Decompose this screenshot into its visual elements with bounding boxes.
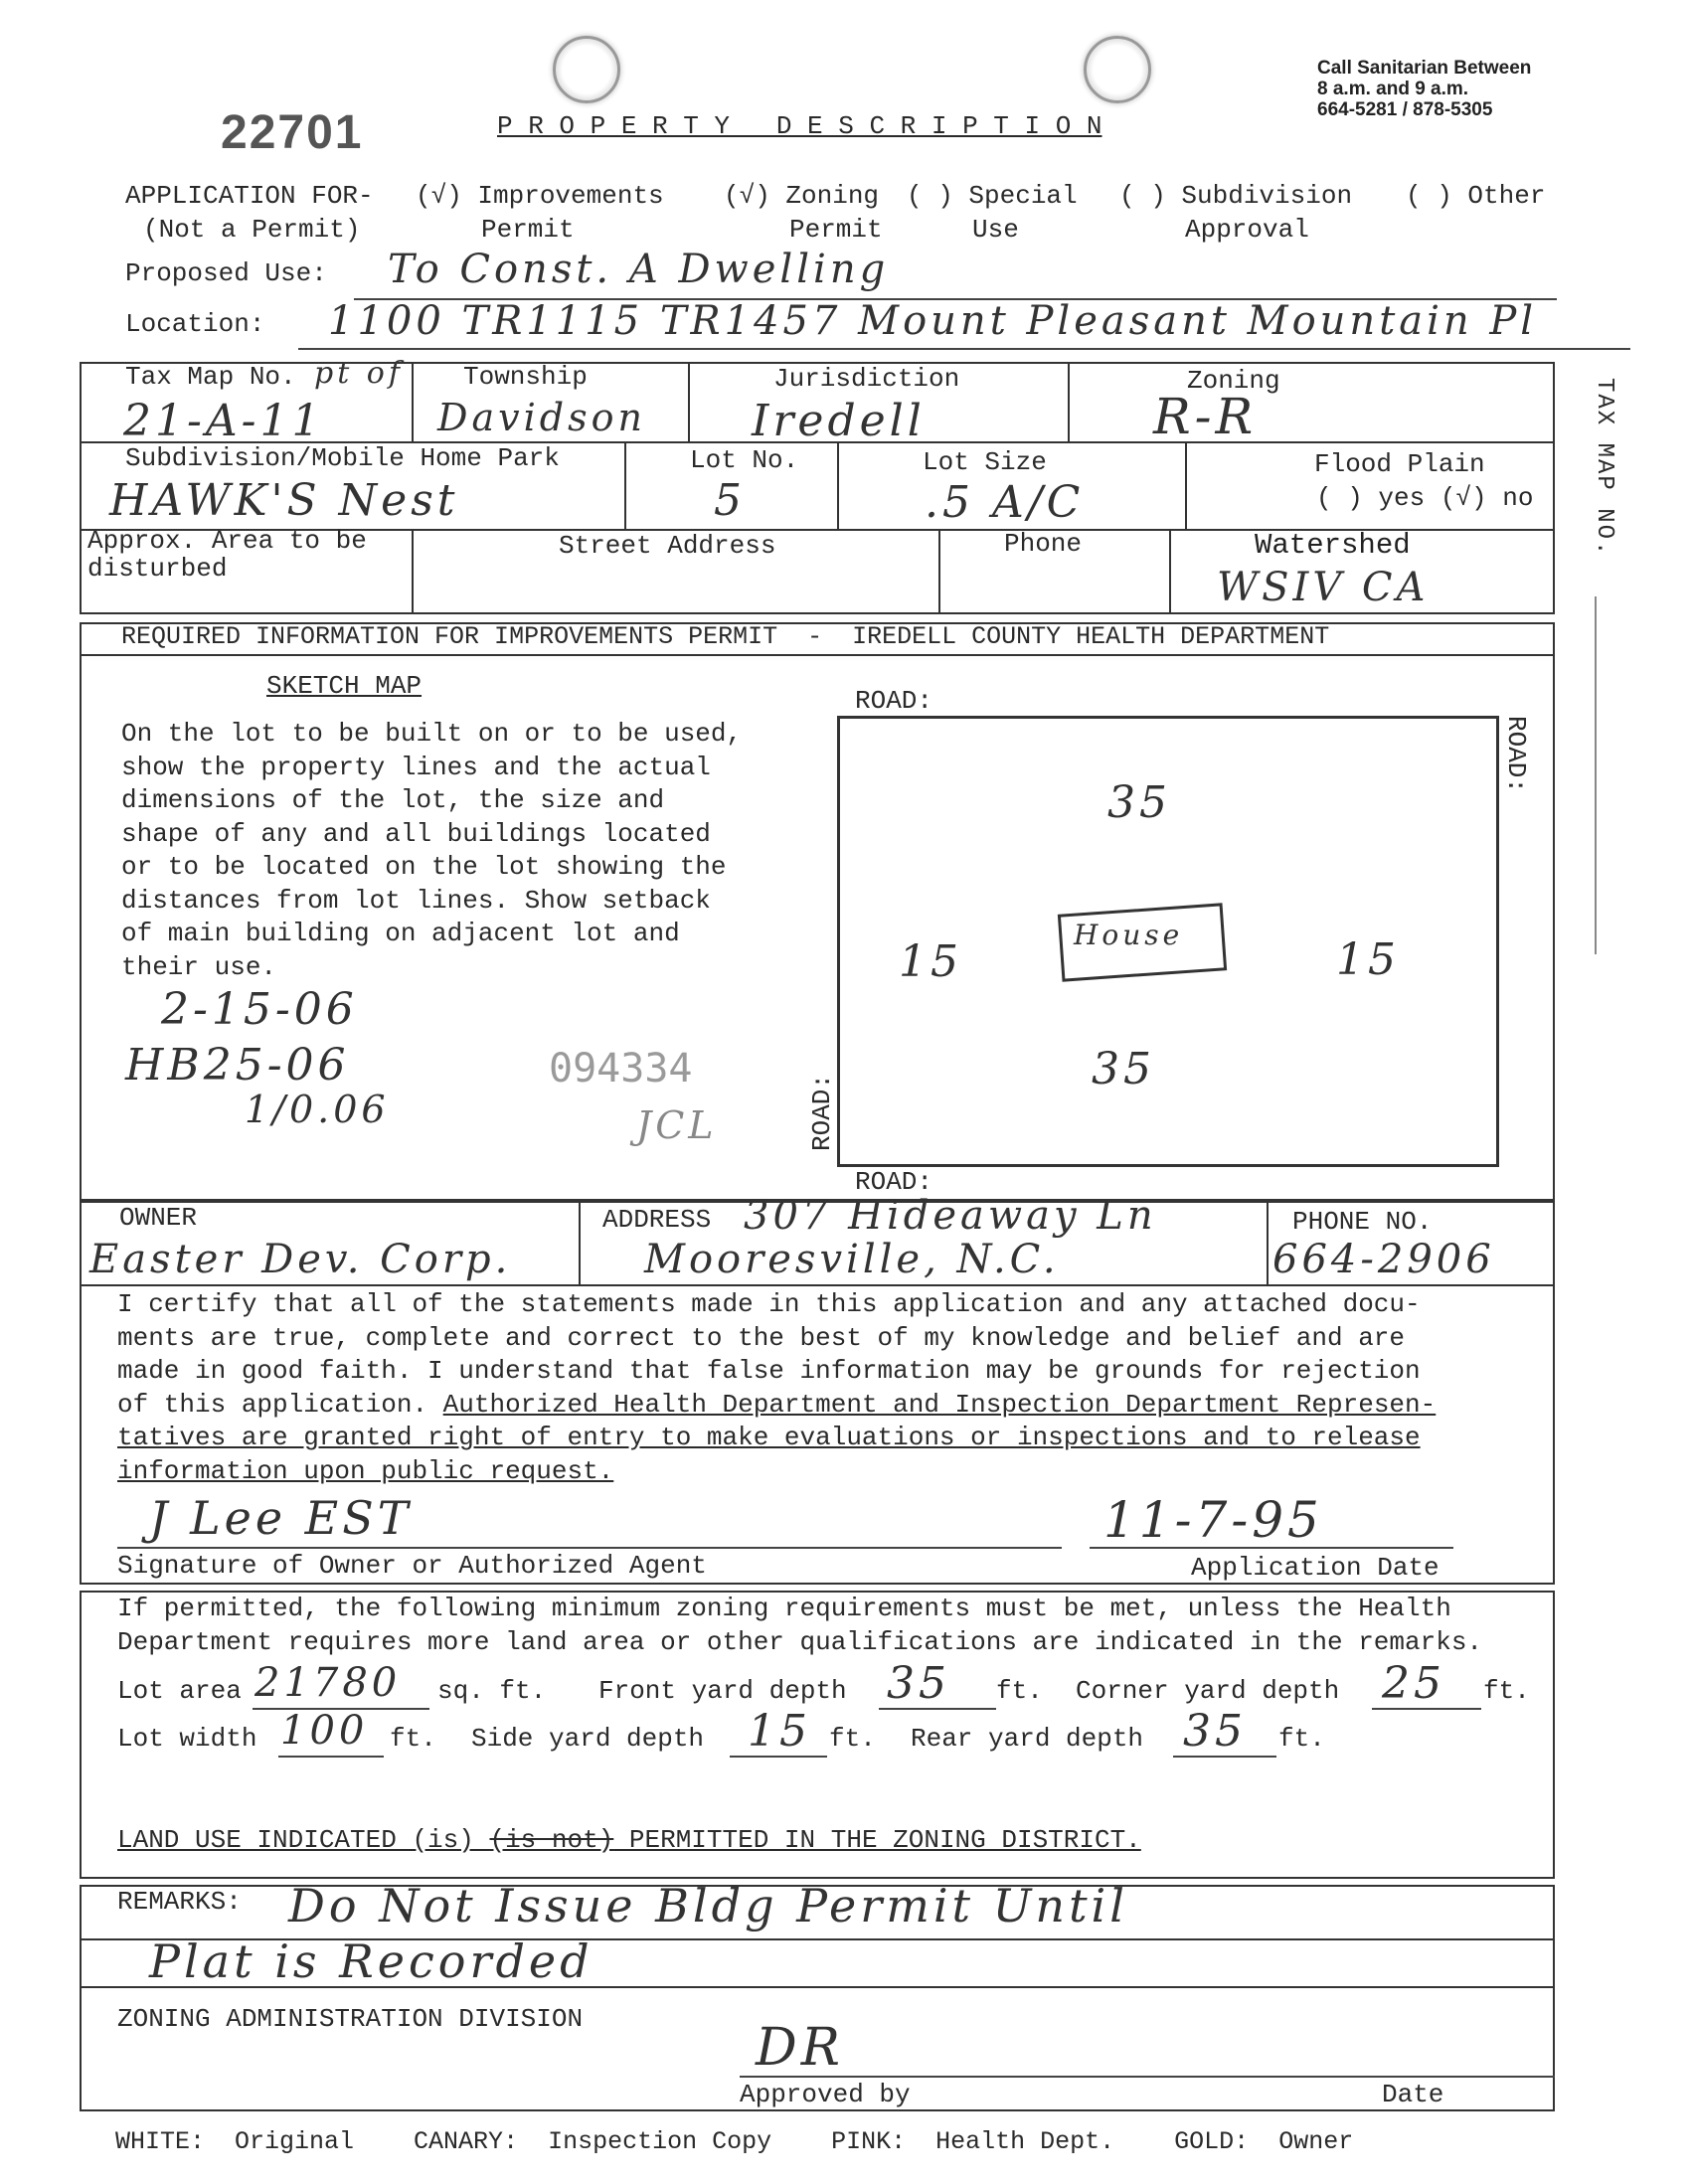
side-yard-label: Side yard depth — [471, 1724, 705, 1754]
lot-size-value[interactable]: .5 A/C — [925, 477, 1085, 528]
right-setback: 15 — [1336, 934, 1400, 985]
owner-label: OWNER — [119, 1203, 198, 1233]
proposed-use-label: Proposed Use: — [125, 258, 327, 288]
tax-map-side-label: TAX MAP NO. — [1591, 378, 1617, 558]
flood-plain-label: Flood Plain — [1314, 449, 1485, 479]
address-label: ADDRESS — [602, 1205, 712, 1235]
corner-yard-value[interactable]: 25 — [1382, 1658, 1445, 1709]
subdivision-value[interactable]: HAWK'S Nest — [109, 475, 459, 526]
punch-hole-right — [1084, 36, 1151, 103]
improvements-permit-option[interactable]: (√) Improvements Permit — [416, 181, 664, 245]
form-number: 22701 — [221, 106, 364, 159]
zoning-admin-division: ZONING ADMINISTRATION DIVISION — [117, 2004, 584, 2034]
location-label: Location: — [125, 309, 265, 339]
remarks-line2[interactable]: Plat is Recorded — [149, 1934, 593, 1988]
zoning-value[interactable]: R-R — [1153, 388, 1258, 445]
side-yard-ft: ft. — [829, 1724, 876, 1754]
special-use-option[interactable]: ( ) Special Use — [907, 181, 1078, 245]
phone-label: Phone — [1004, 529, 1083, 559]
land-use-statement: LAND USE INDICATED (is) (is not) PERMITTED IN THE ZONING DISTRICT. — [117, 1825, 1141, 1855]
front-yard-ft: ft. — [996, 1676, 1043, 1706]
punch-hole-left — [553, 36, 620, 103]
watershed-label: Watershed — [1255, 529, 1411, 562]
lot-size-label: Lot Size — [923, 447, 1047, 477]
phone-no-label: PHONE NO. — [1292, 1207, 1433, 1237]
rear-yard-label: Rear yard depth — [911, 1724, 1144, 1754]
address-line1[interactable]: 307 Hideaway Ln — [744, 1193, 1157, 1239]
lot-width-value[interactable]: 100 — [280, 1708, 369, 1754]
lot-width-ft: ft. — [390, 1724, 436, 1754]
zoning-intro: If permitted, the following minimum zoning requirements must be met, unless the Health Department requires more land area or other qualifications are indicated in the remarks. — [117, 1594, 1483, 1657]
address-line2[interactable]: Mooresville, N.C. — [644, 1237, 1060, 1282]
sketch-note-date: 2-15-06 — [161, 984, 358, 1035]
approved-by-label: Approved by — [740, 2080, 911, 2109]
zoning-permit-option[interactable]: (√) Zoning Permit — [724, 181, 883, 245]
township-label: Township — [463, 362, 588, 392]
lot-area-value[interactable]: 21780 — [254, 1660, 402, 1706]
application-date-label: Application Date — [1191, 1553, 1440, 1583]
corner-yard-label: Corner yard depth — [1076, 1676, 1340, 1706]
proposed-use-value[interactable]: To Const. A Dwelling — [388, 247, 890, 292]
tax-map-value[interactable]: 21-A-11 — [123, 396, 324, 446]
road-label-right: ROAD: — [1501, 716, 1531, 794]
lot-area-label: Lot area — [117, 1676, 242, 1706]
subdivision-label: Subdivision/Mobile Home Park — [125, 443, 560, 473]
remarks-line1[interactable]: Do Not Issue Bldg Permit Until — [288, 1879, 1128, 1932]
tax-map-annotation: pt of — [314, 356, 404, 391]
subdivision-approval-option[interactable]: ( ) Subdivision Approval — [1119, 181, 1353, 245]
zoning-label: Zoning — [1187, 366, 1280, 396]
left-setback: 15 — [899, 936, 962, 987]
sqft-label: sq. ft. — [437, 1676, 547, 1706]
sketch-note-extra: 1/0.06 — [245, 1088, 390, 1131]
tax-map-label: Tax Map No. — [125, 362, 296, 392]
phone-no-value[interactable]: 664-2906 — [1272, 1237, 1495, 1282]
location-value[interactable]: 1100 TR1115 TR1457 Mount Pleasant Mountain Pl — [328, 298, 1538, 344]
signature-label: Signature of Owner or Authorized Agent — [117, 1551, 707, 1581]
stamp-initials: JCL — [636, 1103, 718, 1147]
road-label-bottom: ROAD: — [855, 1167, 933, 1197]
township-value[interactable]: Davidson — [437, 396, 646, 439]
sketch-instructions: On the lot to be built on or to be used, show the property lines and the actual dimensions of the lot, the size and shape of any and all buildings located or to be located on the lot showing the distances from lot lines. Show setback of main building on adjacent lot and their use. — [121, 719, 743, 982]
house-label: House — [1074, 919, 1184, 951]
other-option[interactable]: ( ) Other — [1406, 181, 1546, 211]
road-label-left: ROAD: — [807, 1074, 837, 1152]
date-label: Date — [1382, 2080, 1444, 2109]
street-address-label: Street Address — [559, 531, 776, 561]
lot-no-label: Lot No. — [690, 445, 799, 475]
signature-value[interactable]: J Lee EST — [149, 1491, 413, 1545]
lot-no-value[interactable]: 5 — [714, 475, 746, 526]
approved-by-signature[interactable]: DR — [756, 2018, 844, 2078]
road-label-top: ROAD: — [855, 686, 933, 716]
approx-area-label: Approx. Area to be disturbed — [87, 526, 367, 584]
jurisdiction-value[interactable]: Iredell — [752, 396, 926, 446]
sketch-map-title: SKETCH MAP — [266, 671, 423, 701]
sketch-note-permit: HB25-06 — [125, 1040, 350, 1091]
application-label: APPLICATION FOR- (Not a Permit) — [125, 181, 374, 245]
jurisdiction-label: Jurisdiction — [773, 364, 960, 394]
rear-yard-value[interactable]: 35 — [1183, 1706, 1247, 1757]
remarks-label: REMARKS: — [117, 1887, 242, 1917]
front-yard-value[interactable]: 35 — [887, 1658, 950, 1709]
improvements-header: REQUIRED INFORMATION FOR IMPROVEMENTS PERMIT - IREDELL COUNTY HEALTH DEPARTMENT — [121, 622, 1330, 651]
watershed-value[interactable]: WSIV CA — [1217, 565, 1430, 610]
certification-text: I certify that all of the statements made in this application and any attached docu- ments are true, complete and correct to the best of my knowledge and belief and are made in good faith. I understand that false information may be grounds for rejection of this application. Authorized Health Department and Inspection Department Represen- tatives are granted right of entry to make evaluations or inspections and to release information upon public request. — [117, 1289, 1437, 1486]
front-yard-label: Front yard depth — [598, 1676, 847, 1706]
owner-value[interactable]: Easter Dev. Corp. — [89, 1237, 512, 1282]
stamp-number: 094334 — [549, 1046, 693, 1092]
call-notice: Call Sanitarian Between 8 a.m. and 9 a.m. 664-5281 / 878-5305 — [1317, 58, 1532, 120]
corner-yard-ft: ft. — [1483, 1676, 1530, 1706]
lot-width-label: Lot width — [117, 1724, 257, 1754]
rear-yard-ft: ft. — [1278, 1724, 1325, 1754]
copies-distribution: WHITE: Original CANARY: Inspection Copy PINK: Health Dept. GOLD: Owner — [115, 2127, 1354, 2156]
rear-setback: 35 — [1092, 1044, 1155, 1094]
flood-plain-options[interactable]: ( ) yes (√) no — [1316, 483, 1534, 513]
side-yard-value[interactable]: 15 — [748, 1706, 811, 1757]
form-title: P R O P E R T Y D E S C R I P T I O N — [497, 111, 1102, 141]
front-setback: 35 — [1107, 777, 1171, 828]
application-date-value[interactable]: 11-7-95 — [1103, 1491, 1323, 1549]
